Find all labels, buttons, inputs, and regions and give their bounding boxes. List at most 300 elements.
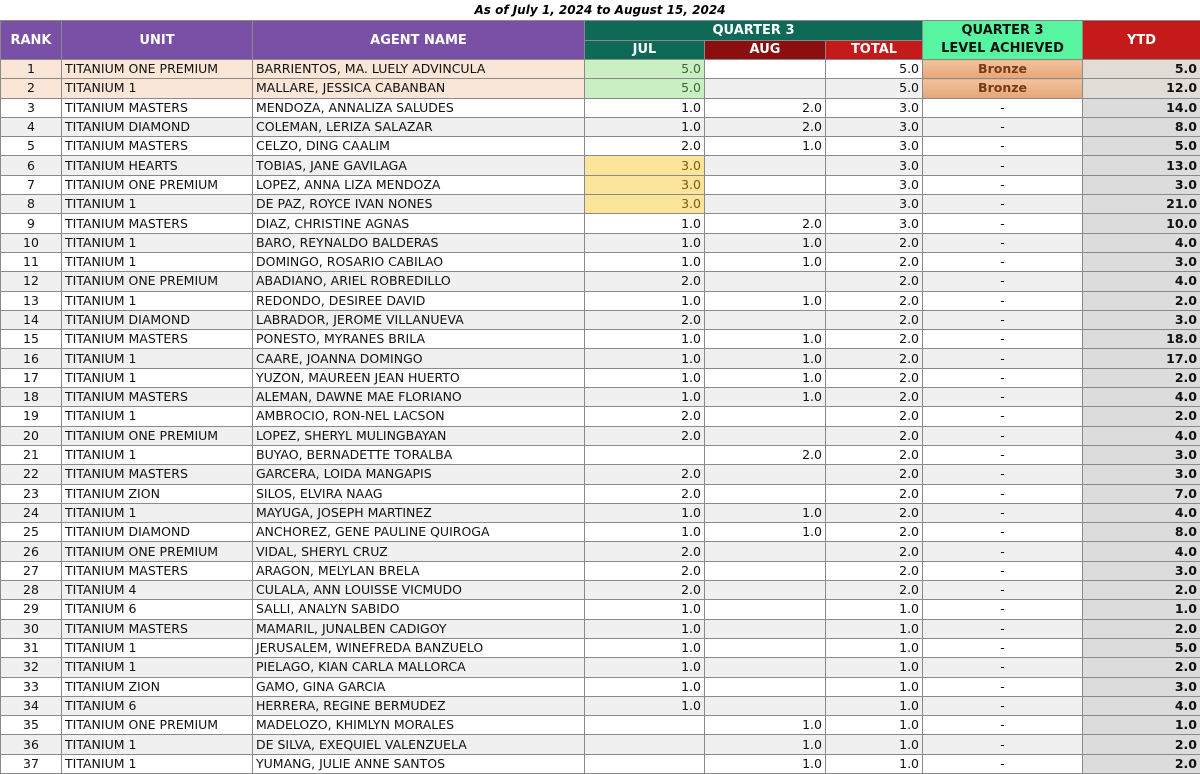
table-row [1, 214, 1200, 233]
unit-cell: TITANIUM 1 [62, 754, 253, 773]
aug-cell: 1.0 [705, 330, 826, 349]
table-row [1, 368, 1200, 387]
aug-cell [705, 195, 826, 214]
rank-cell: 29 [1, 600, 62, 619]
ytd-cell: 4.0 [1083, 233, 1200, 252]
total-cell: 5.0 [826, 79, 923, 98]
aug-cell: 1.0 [705, 735, 826, 754]
level-achieved-cell: - [923, 542, 1083, 561]
aug-cell: 1.0 [705, 754, 826, 773]
table-row [1, 291, 1200, 310]
agent-name-cell: HERRERA, REGINE BERMUDEZ [253, 696, 585, 715]
aug-cell: 1.0 [705, 716, 826, 735]
aug-cell: 1.0 [705, 233, 826, 252]
ytd-cell: 13.0 [1083, 156, 1200, 175]
level-achieved-cell: - [923, 465, 1083, 484]
total-cell: 2.0 [826, 330, 923, 349]
jul-cell: 1.0 [585, 388, 705, 407]
header-aug: AUG [705, 40, 826, 60]
rank-cell: 35 [1, 716, 62, 735]
total-cell: 1.0 [826, 638, 923, 657]
jul-cell: 3.0 [585, 156, 705, 175]
unit-cell: TITANIUM 1 [62, 291, 253, 310]
agent-name-cell: CAARE, JOANNA DOMINGO [253, 349, 585, 368]
unit-cell: TITANIUM ONE PREMIUM [62, 542, 253, 561]
unit-cell: TITANIUM 1 [62, 252, 253, 271]
total-cell: 3.0 [826, 156, 923, 175]
total-cell: 2.0 [826, 368, 923, 387]
unit-cell: TITANIUM ONE PREMIUM [62, 60, 253, 79]
rank-cell: 31 [1, 638, 62, 657]
unit-cell: TITANIUM MASTERS [62, 330, 253, 349]
aug-cell [705, 619, 826, 638]
total-cell: 2.0 [826, 310, 923, 329]
table-row [1, 581, 1200, 600]
aug-cell [705, 156, 826, 175]
unit-cell: TITANIUM 1 [62, 195, 253, 214]
ytd-cell: 2.0 [1083, 407, 1200, 426]
rank-cell: 16 [1, 349, 62, 368]
agent-name-cell: ANCHOREZ, GENE PAULINE QUIROGA [253, 523, 585, 542]
aug-cell [705, 542, 826, 561]
jul-cell: 3.0 [585, 195, 705, 214]
agent-name-cell: DE SILVA, EXEQUIEL VALENZUELA [253, 735, 585, 754]
table-row [1, 60, 1200, 79]
aug-cell: 2.0 [705, 98, 826, 117]
aug-cell [705, 465, 826, 484]
total-cell: 2.0 [826, 561, 923, 580]
table-row [1, 175, 1200, 194]
level-achieved-cell: - [923, 581, 1083, 600]
rank-cell: 7 [1, 175, 62, 194]
agent-name-cell: YUMANG, JULIE ANNE SANTOS [253, 754, 585, 773]
total-cell: 3.0 [826, 98, 923, 117]
unit-cell: TITANIUM 1 [62, 735, 253, 754]
agent-name-cell: DOMINGO, ROSARIO CABILAO [253, 252, 585, 271]
jul-cell: 1.0 [585, 214, 705, 233]
ytd-cell: 4.0 [1083, 503, 1200, 522]
level-achieved-cell: Bronze [923, 79, 1083, 98]
unit-cell: TITANIUM MASTERS [62, 98, 253, 117]
aug-cell: 2.0 [705, 445, 826, 464]
aug-cell [705, 426, 826, 445]
rank-cell: 14 [1, 310, 62, 329]
rank-cell: 21 [1, 445, 62, 464]
aug-cell [705, 175, 826, 194]
level-achieved-cell: - [923, 368, 1083, 387]
jul-cell: 1.0 [585, 233, 705, 252]
ytd-cell: 21.0 [1083, 195, 1200, 214]
unit-cell: TITANIUM 1 [62, 658, 253, 677]
rank-cell: 4 [1, 117, 62, 136]
aug-cell [705, 60, 826, 79]
aug-cell: 1.0 [705, 503, 826, 522]
agent-name-cell: YUZON, MAUREEN JEAN HUERTO [253, 368, 585, 387]
aug-cell [705, 272, 826, 291]
aug-cell: 1.0 [705, 523, 826, 542]
agent-name-cell: BUYAO, BERNADETTE TORALBA [253, 445, 585, 464]
agent-name-cell: LABRADOR, JEROME VILLANUEVA [253, 310, 585, 329]
total-cell: 3.0 [826, 175, 923, 194]
total-cell: 1.0 [826, 619, 923, 638]
header-rank: RANK [1, 21, 62, 60]
level-achieved-cell: - [923, 233, 1083, 252]
aug-cell: 1.0 [705, 388, 826, 407]
ytd-cell: 3.0 [1083, 252, 1200, 271]
unit-cell: TITANIUM 1 [62, 368, 253, 387]
total-cell: 1.0 [826, 658, 923, 677]
agent-name-cell: PIELAGO, KIAN CARLA MALLORCA [253, 658, 585, 677]
aug-cell: 2.0 [705, 214, 826, 233]
level-achieved-cell: - [923, 561, 1083, 580]
header-unit: UNIT [62, 21, 253, 60]
level-achieved-cell: - [923, 638, 1083, 657]
table-row [1, 561, 1200, 580]
level-achieved-cell: - [923, 445, 1083, 464]
total-cell: 1.0 [826, 735, 923, 754]
table-header [1, 21, 1200, 60]
level-achieved-cell: - [923, 503, 1083, 522]
jul-cell: 5.0 [585, 79, 705, 98]
table-row [1, 330, 1200, 349]
rank-cell: 27 [1, 561, 62, 580]
total-cell: 2.0 [826, 349, 923, 368]
table-row [1, 137, 1200, 156]
ytd-cell: 3.0 [1083, 677, 1200, 696]
table-row [1, 503, 1200, 522]
table-row [1, 735, 1200, 754]
level-achieved-cell: - [923, 600, 1083, 619]
rank-cell: 30 [1, 619, 62, 638]
aug-cell [705, 484, 826, 503]
ytd-cell: 2.0 [1083, 754, 1200, 773]
jul-cell: 1.0 [585, 330, 705, 349]
total-cell: 2.0 [826, 465, 923, 484]
ytd-cell: 10.0 [1083, 214, 1200, 233]
header-level-achieved [923, 21, 1083, 60]
rank-cell: 11 [1, 252, 62, 271]
table-row [1, 484, 1200, 503]
level-achieved-cell: - [923, 426, 1083, 445]
agent-name-cell: BARRIENTOS, MA. LUELY ADVINCULA [253, 60, 585, 79]
unit-cell: TITANIUM MASTERS [62, 214, 253, 233]
jul-cell: 1.0 [585, 368, 705, 387]
header-total: TOTAL [826, 40, 923, 60]
ytd-cell: 4.0 [1083, 542, 1200, 561]
table-row [1, 233, 1200, 252]
agent-name-cell: REDONDO, DESIREE DAVID [253, 291, 585, 310]
total-cell: 1.0 [826, 754, 923, 773]
agent-name-cell: CELZO, DING CAALIM [253, 137, 585, 156]
ytd-cell: 3.0 [1083, 465, 1200, 484]
rank-cell: 18 [1, 388, 62, 407]
rank-cell: 15 [1, 330, 62, 349]
jul-cell: 2.0 [585, 542, 705, 561]
level-achieved-cell: - [923, 117, 1083, 136]
total-cell: 3.0 [826, 137, 923, 156]
jul-cell: 2.0 [585, 484, 705, 503]
agent-name-cell: DE PAZ, ROYCE IVAN NONES [253, 195, 585, 214]
unit-cell: TITANIUM 1 [62, 233, 253, 252]
rank-cell: 3 [1, 98, 62, 117]
unit-cell: TITANIUM ZION [62, 677, 253, 696]
agent-name-cell: AMBROCIO, RON-NEL LACSON [253, 407, 585, 426]
table-row [1, 677, 1200, 696]
aug-cell: 1.0 [705, 291, 826, 310]
table-row [1, 696, 1200, 715]
total-cell: 3.0 [826, 214, 923, 233]
total-cell: 3.0 [826, 117, 923, 136]
header-ytd: YTD [1083, 21, 1200, 60]
jul-cell: 1.0 [585, 523, 705, 542]
level-achieved-cell: - [923, 523, 1083, 542]
level-achieved-cell: - [923, 272, 1083, 291]
unit-cell: TITANIUM ONE PREMIUM [62, 426, 253, 445]
unit-cell: TITANIUM 1 [62, 445, 253, 464]
ytd-cell: 7.0 [1083, 484, 1200, 503]
rank-cell: 36 [1, 735, 62, 754]
table-row [1, 252, 1200, 271]
unit-cell: TITANIUM 6 [62, 696, 253, 715]
level-achieved-cell: Bronze [923, 60, 1083, 79]
jul-cell: 1.0 [585, 349, 705, 368]
aug-cell: 1.0 [705, 137, 826, 156]
total-cell: 2.0 [826, 542, 923, 561]
agent-name-cell: VIDAL, SHERYL CRUZ [253, 542, 585, 561]
ytd-cell: 14.0 [1083, 98, 1200, 117]
total-cell: 1.0 [826, 677, 923, 696]
jul-cell: 1.0 [585, 98, 705, 117]
level-achieved-cell: - [923, 156, 1083, 175]
ytd-cell: 3.0 [1083, 561, 1200, 580]
aug-cell [705, 79, 826, 98]
rank-cell: 13 [1, 291, 62, 310]
rank-cell: 17 [1, 368, 62, 387]
aug-cell: 1.0 [705, 368, 826, 387]
agent-name-cell: JERUSALEM, WINEFREDA BANZUELO [253, 638, 585, 657]
unit-cell: TITANIUM MASTERS [62, 465, 253, 484]
agent-name-cell: GARCERA, LOIDA MANGAPIS [253, 465, 585, 484]
rank-cell: 22 [1, 465, 62, 484]
unit-cell: TITANIUM 1 [62, 79, 253, 98]
total-cell: 2.0 [826, 484, 923, 503]
total-cell: 2.0 [826, 272, 923, 291]
aug-cell: 2.0 [705, 117, 826, 136]
jul-cell: 2.0 [585, 561, 705, 580]
unit-cell: TITANIUM MASTERS [62, 561, 253, 580]
ranking-table [0, 20, 1200, 774]
agent-name-cell: SILOS, ELVIRA NAAG [253, 484, 585, 503]
rank-cell: 32 [1, 658, 62, 677]
rank-cell: 8 [1, 195, 62, 214]
rank-cell: 20 [1, 426, 62, 445]
jul-cell: 2.0 [585, 465, 705, 484]
unit-cell: TITANIUM ONE PREMIUM [62, 175, 253, 194]
unit-cell: TITANIUM DIAMOND [62, 117, 253, 136]
level-achieved-cell: - [923, 349, 1083, 368]
total-cell: 2.0 [826, 291, 923, 310]
ytd-cell: 4.0 [1083, 388, 1200, 407]
level-achieved-cell: - [923, 98, 1083, 117]
agent-name-cell: ARAGON, MELYLAN BRELA [253, 561, 585, 580]
header-jul: JUL [585, 40, 705, 60]
ytd-cell: 18.0 [1083, 330, 1200, 349]
jul-cell: 2.0 [585, 272, 705, 291]
ytd-cell: 3.0 [1083, 310, 1200, 329]
total-cell: 5.0 [826, 60, 923, 79]
aug-cell: 1.0 [705, 349, 826, 368]
ytd-cell: 3.0 [1083, 175, 1200, 194]
level-achieved-cell: - [923, 175, 1083, 194]
jul-cell [585, 754, 705, 773]
unit-cell: TITANIUM 1 [62, 349, 253, 368]
ytd-cell: 1.0 [1083, 716, 1200, 735]
level-achieved-cell: - [923, 214, 1083, 233]
aug-cell [705, 696, 826, 715]
ytd-cell: 4.0 [1083, 426, 1200, 445]
total-cell: 1.0 [826, 696, 923, 715]
table-row [1, 310, 1200, 329]
unit-cell: TITANIUM HEARTS [62, 156, 253, 175]
jul-cell: 5.0 [585, 60, 705, 79]
table-row [1, 156, 1200, 175]
unit-cell: TITANIUM DIAMOND [62, 310, 253, 329]
level-achieved-cell: - [923, 658, 1083, 677]
agent-name-cell: PONESTO, MYRANES BRILA [253, 330, 585, 349]
total-cell: 2.0 [826, 426, 923, 445]
aug-cell [705, 581, 826, 600]
agent-name-cell: ALEMAN, DAWNE MAE FLORIANO [253, 388, 585, 407]
unit-cell: TITANIUM 4 [62, 581, 253, 600]
ytd-cell: 5.0 [1083, 137, 1200, 156]
table-row [1, 388, 1200, 407]
total-cell: 2.0 [826, 407, 923, 426]
table-row [1, 619, 1200, 638]
agent-name-cell: GAMO, GINA GARCIA [253, 677, 585, 696]
level-achieved-cell: - [923, 388, 1083, 407]
aug-cell [705, 561, 826, 580]
jul-cell: 2.0 [585, 310, 705, 329]
jul-cell: 1.0 [585, 252, 705, 271]
jul-cell: 1.0 [585, 619, 705, 638]
ytd-cell: 2.0 [1083, 658, 1200, 677]
aug-cell [705, 600, 826, 619]
rank-cell: 34 [1, 696, 62, 715]
jul-cell: 1.0 [585, 291, 705, 310]
table-row [1, 272, 1200, 291]
rank-cell: 33 [1, 677, 62, 696]
rank-cell: 28 [1, 581, 62, 600]
agent-name-cell: LOPEZ, ANNA LIZA MENDOZA [253, 175, 585, 194]
table-body [1, 60, 1200, 774]
level-achieved-cell: - [923, 195, 1083, 214]
level-achieved-cell: - [923, 754, 1083, 773]
level-achieved-cell: - [923, 619, 1083, 638]
ytd-cell: 4.0 [1083, 272, 1200, 291]
ytd-cell: 2.0 [1083, 581, 1200, 600]
agent-name-cell: CULALA, ANN LOUISSE VICMUDO [253, 581, 585, 600]
table-row [1, 523, 1200, 542]
aug-cell [705, 407, 826, 426]
agent-name-cell: MADELOZO, KHIMLYN MORALES [253, 716, 585, 735]
table-row [1, 754, 1200, 773]
rank-cell: 26 [1, 542, 62, 561]
jul-cell: 2.0 [585, 137, 705, 156]
rank-cell: 6 [1, 156, 62, 175]
unit-cell: TITANIUM ONE PREMIUM [62, 716, 253, 735]
jul-cell [585, 735, 705, 754]
report-date-range: As of July 1, 2024 to August 15, 2024 [0, 0, 1200, 20]
table-row [1, 407, 1200, 426]
table-row [1, 426, 1200, 445]
table-row [1, 79, 1200, 98]
unit-cell: TITANIUM MASTERS [62, 137, 253, 156]
total-cell: 2.0 [826, 252, 923, 271]
rank-cell: 10 [1, 233, 62, 252]
agent-name-cell: MENDOZA, ANNALIZA SALUDES [253, 98, 585, 117]
jul-cell: 2.0 [585, 581, 705, 600]
level-achieved-cell: - [923, 291, 1083, 310]
jul-cell: 1.0 [585, 677, 705, 696]
unit-cell: TITANIUM MASTERS [62, 388, 253, 407]
jul-cell [585, 445, 705, 464]
level-achieved-cell: - [923, 484, 1083, 503]
agent-name-cell: MAMARIL, JUNALBEN CADIGOY [253, 619, 585, 638]
unit-cell: TITANIUM ZION [62, 484, 253, 503]
table-row [1, 195, 1200, 214]
total-cell: 2.0 [826, 445, 923, 464]
total-cell: 2.0 [826, 388, 923, 407]
total-cell: 2.0 [826, 503, 923, 522]
level-achieved-cell: - [923, 407, 1083, 426]
aug-cell [705, 677, 826, 696]
unit-cell: TITANIUM ONE PREMIUM [62, 272, 253, 291]
jul-cell: 1.0 [585, 638, 705, 657]
jul-cell: 1.0 [585, 696, 705, 715]
ytd-cell: 17.0 [1083, 349, 1200, 368]
table-row [1, 117, 1200, 136]
ytd-cell: 4.0 [1083, 696, 1200, 715]
total-cell: 3.0 [826, 195, 923, 214]
aug-cell [705, 638, 826, 657]
agent-name-cell: ABADIANO, ARIEL ROBREDILLO [253, 272, 585, 291]
ytd-cell: 5.0 [1083, 638, 1200, 657]
jul-cell [585, 716, 705, 735]
unit-cell: TITANIUM 1 [62, 503, 253, 522]
level-achieved-cell: - [923, 330, 1083, 349]
table-row [1, 600, 1200, 619]
ytd-cell: 2.0 [1083, 368, 1200, 387]
agent-name-cell: MALLARE, JESSICA CABANBAN [253, 79, 585, 98]
level-achieved-cell: - [923, 696, 1083, 715]
jul-cell: 2.0 [585, 407, 705, 426]
jul-cell: 1.0 [585, 503, 705, 522]
ytd-cell: 1.0 [1083, 600, 1200, 619]
level-achieved-cell: - [923, 252, 1083, 271]
total-cell: 1.0 [826, 716, 923, 735]
table-row [1, 542, 1200, 561]
rank-cell: 37 [1, 754, 62, 773]
aug-cell: 1.0 [705, 252, 826, 271]
ytd-cell: 12.0 [1083, 79, 1200, 98]
level-achieved-cell: - [923, 735, 1083, 754]
ytd-cell: 2.0 [1083, 619, 1200, 638]
jul-cell: 1.0 [585, 658, 705, 677]
unit-cell: TITANIUM MASTERS [62, 619, 253, 638]
unit-cell: TITANIUM DIAMOND [62, 523, 253, 542]
table-row [1, 638, 1200, 657]
total-cell: 2.0 [826, 523, 923, 542]
